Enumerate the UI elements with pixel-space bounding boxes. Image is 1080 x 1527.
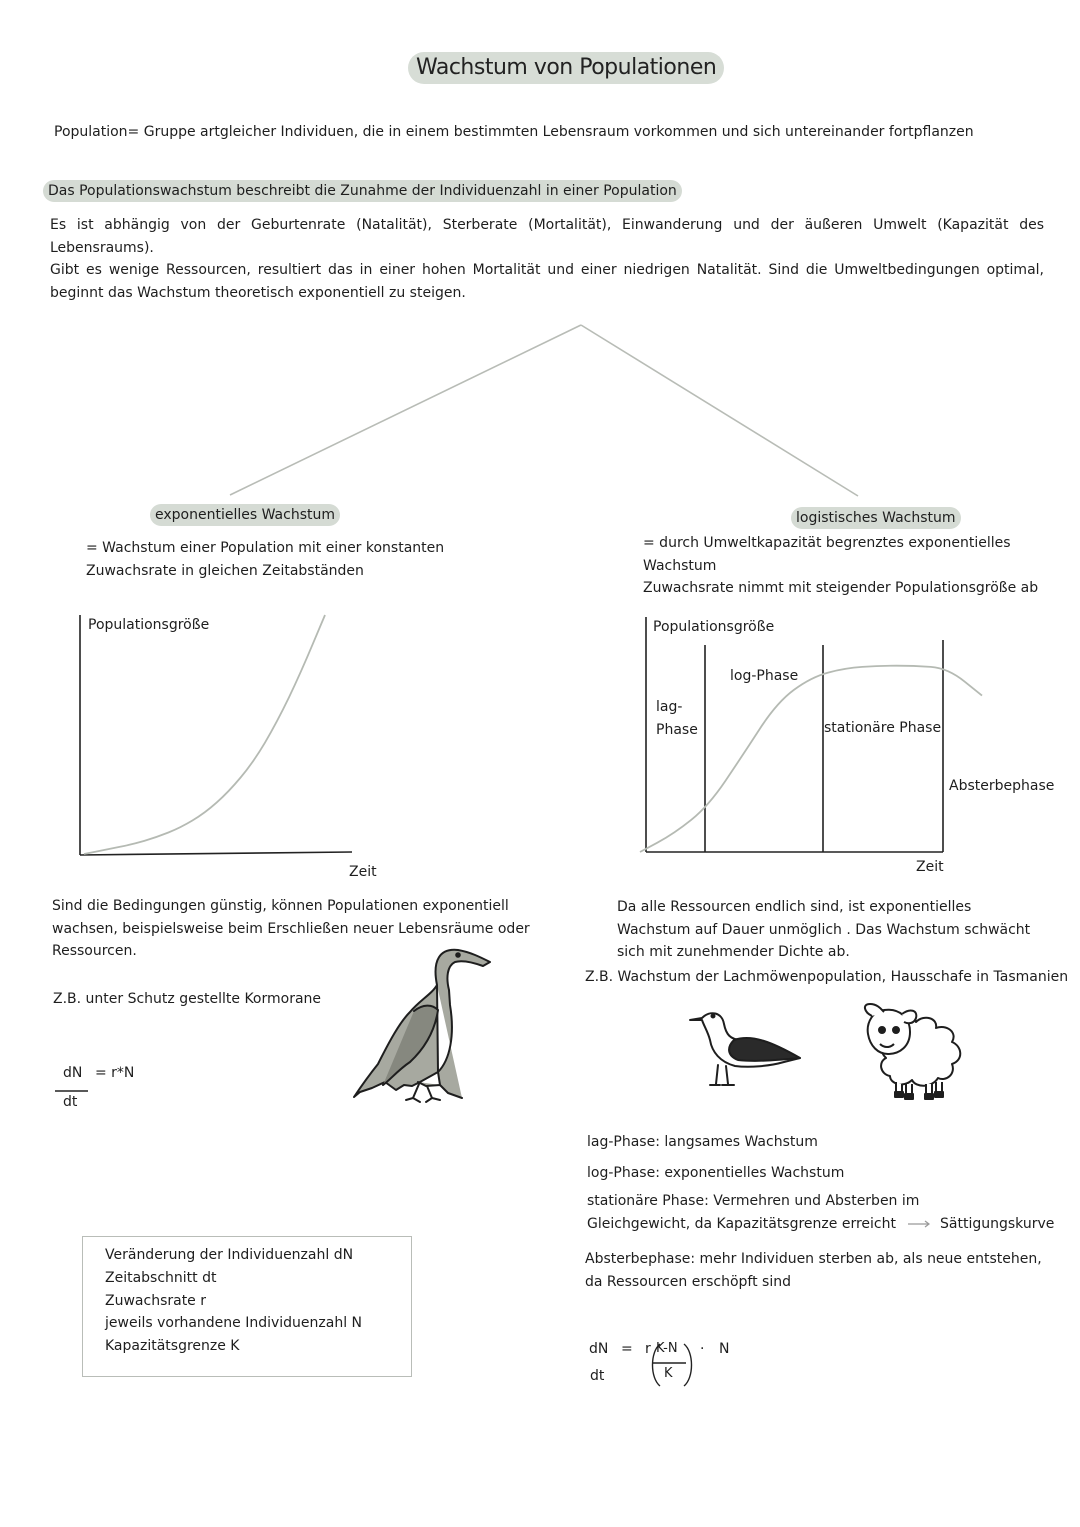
- phase-label-lag-2: Phase: [656, 722, 698, 738]
- gull-icon: [690, 1013, 800, 1085]
- legend-item-n: jeweils vorhandene Individuenzahl N: [105, 1315, 363, 1331]
- intro-line-1: Es ist abhängig von der Geburtenrate (Natalität), Sterberate (Mortalität), Einwanderung und der äußeren Umwelt (Kapazität des: [50, 217, 1044, 233]
- log-text-line-2: Wachstum auf Dauer unmöglich . Das Wachstum schwächt: [617, 921, 1031, 938]
- log-desc: [643, 532, 1038, 600]
- phase-label-log: log-Phase: [730, 668, 799, 684]
- sheep-icon: [865, 1004, 960, 1099]
- exp-text-line-3: Ressourcen.: [52, 943, 137, 959]
- intro-line-3: Gibt es wenige Ressourcen, resultiert das in einer hohen Mortalität und einer niedrigen Natalität. Sind die Umweltbedingungen optimal,: [50, 262, 1044, 278]
- note-death-1: Absterbephase: mehr Individuen sterben ab, als neue entstehen,: [585, 1251, 1042, 1267]
- phase-label-stationary: stationäre Phase: [824, 720, 942, 736]
- formula-log-frac-bottom: K: [664, 1366, 673, 1381]
- formula-exp-denominator: dt: [63, 1094, 78, 1110]
- exp-x-axis-label: Zeit: [349, 864, 377, 880]
- intro-line-2: Lebensraums).: [50, 239, 154, 256]
- formula-log-dot: ·: [700, 1341, 705, 1357]
- legend-item-r: Zuwachsrate r: [105, 1293, 207, 1309]
- formula-log-r: r: [645, 1341, 651, 1357]
- log-example: Z.B. Wachstum der Lachmöwenpopulation, Hausschafe in Tasmanien: [585, 969, 1069, 985]
- legend-item-dn: Veränderung der Individuenzahl dN: [105, 1247, 354, 1263]
- formula-log-denominator: dt: [590, 1368, 605, 1384]
- log-text-line-1: Da alle Ressourcen endlich sind, ist exponentielles: [617, 899, 972, 915]
- exp-example: Z.B. unter Schutz gestellte Kormorane: [53, 991, 322, 1007]
- page-title: Wachstum von Populationen: [408, 52, 724, 84]
- log-growth-label: logistisches Wachstum: [791, 507, 961, 529]
- exp-desc: [86, 537, 444, 582]
- log-desc-line-3: Zuwachsrate nimmt mit steigender Populationsgröße ab: [643, 580, 1039, 596]
- exp-desc-line-2: Zuwachsrate in gleichen Zeitabständen: [86, 562, 364, 579]
- exp-growth-curve: [84, 615, 325, 854]
- log-desc-line-1: = durch Umweltkapazität begrenztes exponentielles: [643, 535, 1011, 551]
- exp-x-axis: [80, 852, 352, 855]
- variables-legend: [82, 1236, 412, 1377]
- note-saturation: Sättigungskurve: [940, 1216, 1055, 1232]
- population-definition: Population= Gruppe artgleicher Individuen, die in einem bestimmten Lebensraum vorkommen und sich untereinander fortpflanzen: [54, 124, 974, 140]
- log-x-axis-label: Zeit: [916, 859, 944, 875]
- phase-label-death: Absterbephase: [949, 778, 1055, 794]
- exp-growth-label: exponentielles Wachstum: [150, 504, 340, 526]
- exp-desc-line-1: = Wachstum einer Population mit einer konstanten: [86, 540, 445, 556]
- note-death-2: da Ressourcen erschöpft sind: [585, 1274, 791, 1290]
- formula-log-numerator: dN: [589, 1341, 609, 1357]
- log-y-axis-label: Populationsgröße: [653, 619, 775, 635]
- cormorant-icon: [354, 950, 490, 1102]
- growth-heading: Das Populationswachstum beschreibt die Zunahme der Individuenzahl in einer Population: [43, 180, 682, 202]
- log-growth-curve: [640, 666, 982, 852]
- exp-y-axis-label: Populationsgröße: [88, 617, 210, 633]
- legend-item-k: Kapazitätsgrenze K: [105, 1338, 240, 1354]
- paren-right: [684, 1344, 692, 1386]
- branch-line-right: [581, 325, 858, 496]
- intro-line-4: beginnt das Wachstum theoretisch exponentiell zu steigen.: [50, 284, 466, 301]
- log-text-line-3: sich mit zunehmender Dichte ab.: [617, 944, 850, 960]
- note-stat-1: stationäre Phase: Vermehren und Absterben im: [587, 1193, 920, 1209]
- formula-log-eq: =: [621, 1341, 633, 1357]
- branch-line-left: [230, 325, 581, 495]
- log-desc-line-2: Wachstum: [643, 557, 717, 574]
- note-log: log-Phase: exponentielles Wachstum: [587, 1165, 845, 1181]
- formula-log-n: N: [719, 1341, 730, 1357]
- formula-log-frac-top: K-N: [656, 1341, 678, 1356]
- legend-item-dt: Zeitabschnitt dt: [105, 1270, 217, 1286]
- exp-text-line-2: wachsen, beispielsweise beim Erschließen neuer Lebensräume oder: [52, 920, 530, 937]
- exp-text-line-1: Sind die Bedingungen günstig, können Populationen exponentiell: [52, 898, 509, 914]
- phase-label-lag-1: lag-: [656, 699, 683, 715]
- note-stat-2: Gleichgewicht, da Kapazitätsgrenze erreicht: [587, 1216, 896, 1232]
- log-text: [617, 896, 1030, 964]
- formula-exp-numerator: dN: [63, 1065, 83, 1081]
- exp-text: [52, 895, 530, 963]
- formula-exp-rhs: = r*N: [95, 1065, 135, 1081]
- note-lag: lag-Phase: langsames Wachstum: [587, 1134, 818, 1150]
